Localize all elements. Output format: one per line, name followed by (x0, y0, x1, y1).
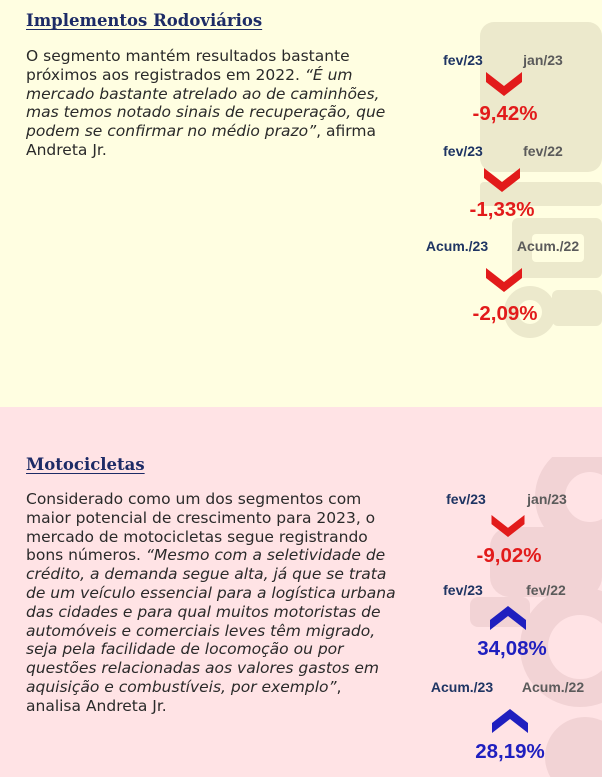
section-paragraph (26, 47, 401, 160)
period-label-previous: jan/23 (523, 52, 563, 68)
section-paragraph (26, 490, 401, 716)
variation-value: -1,33% (469, 198, 535, 221)
variation-value: -2,09% (472, 302, 538, 325)
period-label-current: Acum./23 (425, 238, 489, 254)
section-motocicletas (0, 407, 602, 777)
chevron-down-icon (486, 72, 522, 96)
period-label-previous: Acum./22 (516, 238, 580, 254)
section-title: Motocicletas (26, 455, 145, 474)
chevron-down-icon (484, 168, 520, 192)
period-label-current: Acum./23 (430, 679, 494, 695)
variation-value: -9,02% (476, 544, 542, 567)
variation-value: 34,08% (477, 637, 547, 660)
paragraph-text: Considerado como um dos segmentos com maior potencial de crescimento para 2023, o mercado de motocicletas segue registrando bons números. (26, 490, 376, 565)
paragraph-attribution: , afirma Andreta Jr. (26, 122, 376, 159)
period-label-current: fev/23 (446, 491, 486, 507)
period-label-previous: fev/22 (526, 582, 566, 598)
chevron-up-icon (490, 605, 526, 631)
variation-value: 28,19% (475, 740, 545, 763)
period-label-previous: jan/23 (527, 491, 567, 507)
period-label-current: fev/23 (443, 143, 483, 159)
chevron-up-icon (492, 708, 528, 734)
period-label-current: fev/23 (443, 52, 483, 68)
chevron-down-icon (486, 268, 522, 292)
paragraph-quote: “Mesmo com a seletividade de crédito, a demanda segue alta, já que se trata de um veículo essencial para a logística urbana das cidades e para qual muitos motoristas de automóveis e comerciais leves têm migrado, seja pela facilidade de locomoção ou por questões relacionadas aos valores gastos em aquisição e combustíveis, por exemplo” (26, 546, 396, 696)
period-label-previous: fev/22 (523, 143, 563, 159)
paragraph-quote: “É um mercado bastante atrelado ao de caminhões, mas temos notado sinais de recuperação, que podem se confirmar no médio prazo” (26, 65, 386, 141)
period-label-current: fev/23 (443, 582, 483, 598)
paragraph-attribution: , analisa Andreta Jr. (26, 677, 342, 715)
variation-value: -9,42% (472, 102, 538, 125)
chevron-down-icon (490, 515, 526, 537)
paragraph-text: O segmento mantém resultados bastante próximos aos registrados em 2022. (26, 47, 350, 84)
period-label-previous: Acum./22 (521, 679, 585, 695)
section-title: Implementos Rodoviários (26, 11, 263, 30)
